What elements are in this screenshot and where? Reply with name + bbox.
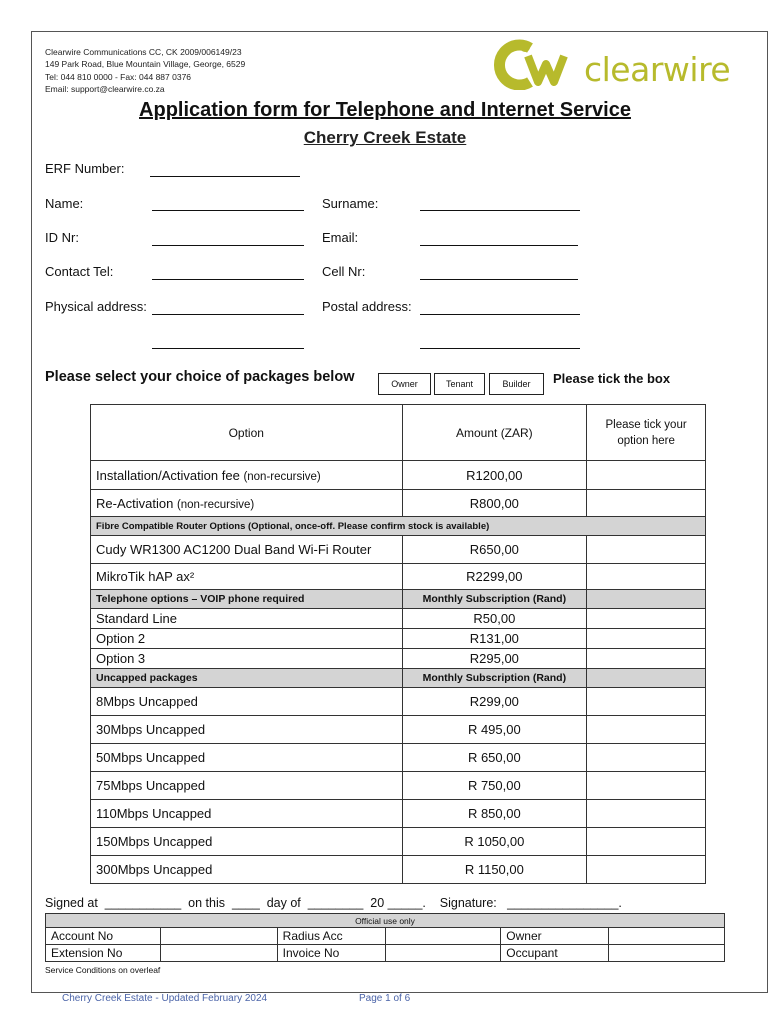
occupant-field[interactable] [609, 945, 725, 962]
telephone-amount-header: Monthly Subscription (Rand) [402, 590, 587, 609]
fibre-section-row [91, 517, 706, 536]
pricing-table [90, 404, 706, 884]
tick-cell[interactable] [587, 800, 706, 828]
option-cell: 30Mbps Uncapped [91, 716, 403, 744]
account-field[interactable] [160, 928, 277, 945]
official-use-heading: Official use only [46, 914, 725, 928]
id-input-line[interactable] [152, 245, 304, 246]
invoice-label: Invoice No [277, 945, 385, 962]
postal-address-label: Postal address: [322, 299, 412, 314]
tick-cell[interactable] [587, 772, 706, 800]
tick-cell[interactable] [587, 744, 706, 772]
tenant-checkbox[interactable]: Tenant [434, 373, 485, 395]
name-input-line[interactable] [152, 210, 304, 211]
table-header-row [91, 405, 706, 461]
option-cell: Standard Line [91, 609, 403, 629]
company-info [45, 46, 245, 96]
table-row [91, 461, 706, 490]
postal-address-line-2[interactable] [420, 348, 580, 349]
company-line: 149 Park Road, Blue Mountain Village, George, 6529 [45, 59, 246, 70]
tick-cell[interactable] [587, 609, 706, 629]
tick-cell[interactable] [587, 536, 706, 564]
option-name: Re-Activation [96, 495, 174, 511]
company-line: Email: support@clearwire.co.za [45, 84, 165, 95]
invoice-field[interactable] [385, 945, 501, 962]
contact-input-line[interactable] [152, 279, 304, 280]
tick-note: Please tick the box [553, 371, 671, 386]
table-row [91, 490, 706, 517]
amount-cell: R800,00 [402, 490, 587, 517]
tick-cell[interactable] [587, 856, 706, 884]
cell-input-line[interactable] [420, 279, 578, 280]
owner-checkbox[interactable]: Owner [378, 373, 431, 395]
option-note: (non-recursive) [176, 498, 255, 511]
company-line: Tel: 044 810 0000 - Fax: 044 887 0376 [45, 71, 192, 82]
fibre-section-header: Fibre Compatible Router Options (Optional, once-off. Please confirm stock is available) [91, 517, 706, 536]
signature-line[interactable]: Signed at ___________ on this ____ day of ________ 20 _____. Signature: ________________. [45, 896, 622, 910]
option-header: Option [91, 405, 403, 461]
amount-cell: R1200,00 [402, 461, 587, 490]
radius-field[interactable] [385, 928, 501, 945]
email-input-line[interactable] [420, 245, 578, 246]
option-cell: Cudy WR1300 AC1200 Dual Band Wi-Fi Router [91, 536, 403, 564]
table-row [91, 688, 706, 716]
option-cell: 110Mbps Uncapped [91, 800, 403, 828]
option-name: Installation/Activation fee [96, 467, 240, 483]
occupant-label: Occupant [501, 945, 609, 962]
table-row [91, 536, 706, 564]
amount-cell: R50,00 [402, 609, 587, 629]
option-cell: 50Mbps Uncapped [91, 744, 403, 772]
uncapped-section-row [91, 669, 706, 688]
erf-input-line[interactable] [150, 176, 300, 177]
tick-cell[interactable] [587, 688, 706, 716]
extension-label: Extension No [46, 945, 161, 962]
table-row [91, 800, 706, 828]
company-line: Clearwire Communications CC, CK 2009/006149/23 [45, 47, 242, 57]
official-use-table [45, 913, 725, 962]
email-label: Email: [322, 230, 359, 245]
erf-label: ERF Number: [45, 161, 125, 176]
telephone-section-row [91, 590, 706, 609]
table-row [91, 828, 706, 856]
table-row [91, 772, 706, 800]
option-cell [91, 490, 403, 517]
amount-cell: R 650,00 [402, 744, 587, 772]
uncapped-section-header: Uncapped packages [91, 669, 403, 688]
extension-field[interactable] [160, 945, 277, 962]
cell-label: Cell Nr: [322, 264, 366, 279]
option-cell: 8Mbps Uncapped [91, 688, 403, 716]
telephone-section-header: Telephone options – VOIP phone required [91, 590, 403, 609]
postal-address-line-1[interactable] [420, 314, 580, 315]
table-row [91, 564, 706, 590]
table-row [91, 716, 706, 744]
owner-field[interactable] [609, 928, 725, 945]
amount-cell: R299,00 [402, 688, 587, 716]
amount-cell: R 1150,00 [402, 856, 587, 884]
table-row [91, 856, 706, 884]
amount-cell: R 850,00 [402, 800, 587, 828]
account-label: Account No [46, 928, 161, 945]
footer-updated: Cherry Creek Estate - Updated February 2024 [62, 993, 268, 1004]
contact-label: Contact Tel: [45, 264, 114, 279]
amount-cell: R131,00 [402, 629, 587, 649]
tick-cell[interactable] [587, 649, 706, 669]
name-label: Name: [45, 196, 84, 211]
id-label: ID Nr: [45, 230, 79, 245]
page-subtitle: Cherry Creek Estate [303, 128, 467, 147]
service-conditions-note: Service Conditions on overleaf [45, 965, 161, 975]
amount-cell: R 750,00 [402, 772, 587, 800]
amount-cell: R 495,00 [402, 716, 587, 744]
radius-label: Radius Acc [277, 928, 385, 945]
option-note: (non-recursive) [243, 470, 321, 483]
amount-cell: R295,00 [402, 649, 587, 669]
tick-cell[interactable] [587, 828, 706, 856]
amount-cell: R2299,00 [402, 564, 587, 590]
option-cell: 150Mbps Uncapped [91, 828, 403, 856]
table-row [46, 928, 725, 945]
tick-cell[interactable] [587, 490, 706, 517]
table-row [91, 649, 706, 669]
table-row [91, 609, 706, 629]
option-cell: MikroTik hAP ax² [91, 564, 403, 590]
physical-address-line-2[interactable] [152, 348, 304, 349]
tick-cell[interactable] [587, 629, 706, 649]
amount-cell: R650,00 [402, 536, 587, 564]
clearwire-logo [492, 38, 731, 90]
option-cell [91, 461, 403, 490]
uncapped-amount-header: Monthly Subscription (Rand) [402, 669, 587, 688]
amount-header: Amount (ZAR) [402, 405, 587, 461]
physical-address-label: Physical address: [45, 299, 147, 314]
option-cell: Option 3 [91, 649, 403, 669]
builder-checkbox[interactable]: Builder [489, 373, 544, 395]
packages-heading: Please select your choice of packages below [45, 369, 355, 385]
page-title: Application form for Telephone and Internet Service [139, 99, 631, 121]
official-header-row [46, 914, 725, 928]
option-cell: Option 2 [91, 629, 403, 649]
tick-header: Please tick your option here [587, 405, 706, 461]
table-row [91, 629, 706, 649]
owner-label: Owner [501, 928, 609, 945]
table-row [91, 744, 706, 772]
footer-page-number: Page 1 of 6 [359, 993, 411, 1004]
logo-text: clearwire [584, 50, 731, 89]
surname-label: Surname: [322, 196, 379, 211]
physical-address-line-1[interactable] [152, 314, 304, 315]
tick-cell[interactable] [587, 716, 706, 744]
tick-cell[interactable] [587, 461, 706, 490]
option-cell: 75Mbps Uncapped [91, 772, 403, 800]
surname-input-line[interactable] [420, 210, 580, 211]
amount-cell: R 1050,00 [402, 828, 587, 856]
tick-cell[interactable] [587, 564, 706, 590]
option-cell: 300Mbps Uncapped [91, 856, 403, 884]
table-row [46, 945, 725, 962]
cw-logo-mark-icon [492, 38, 584, 90]
